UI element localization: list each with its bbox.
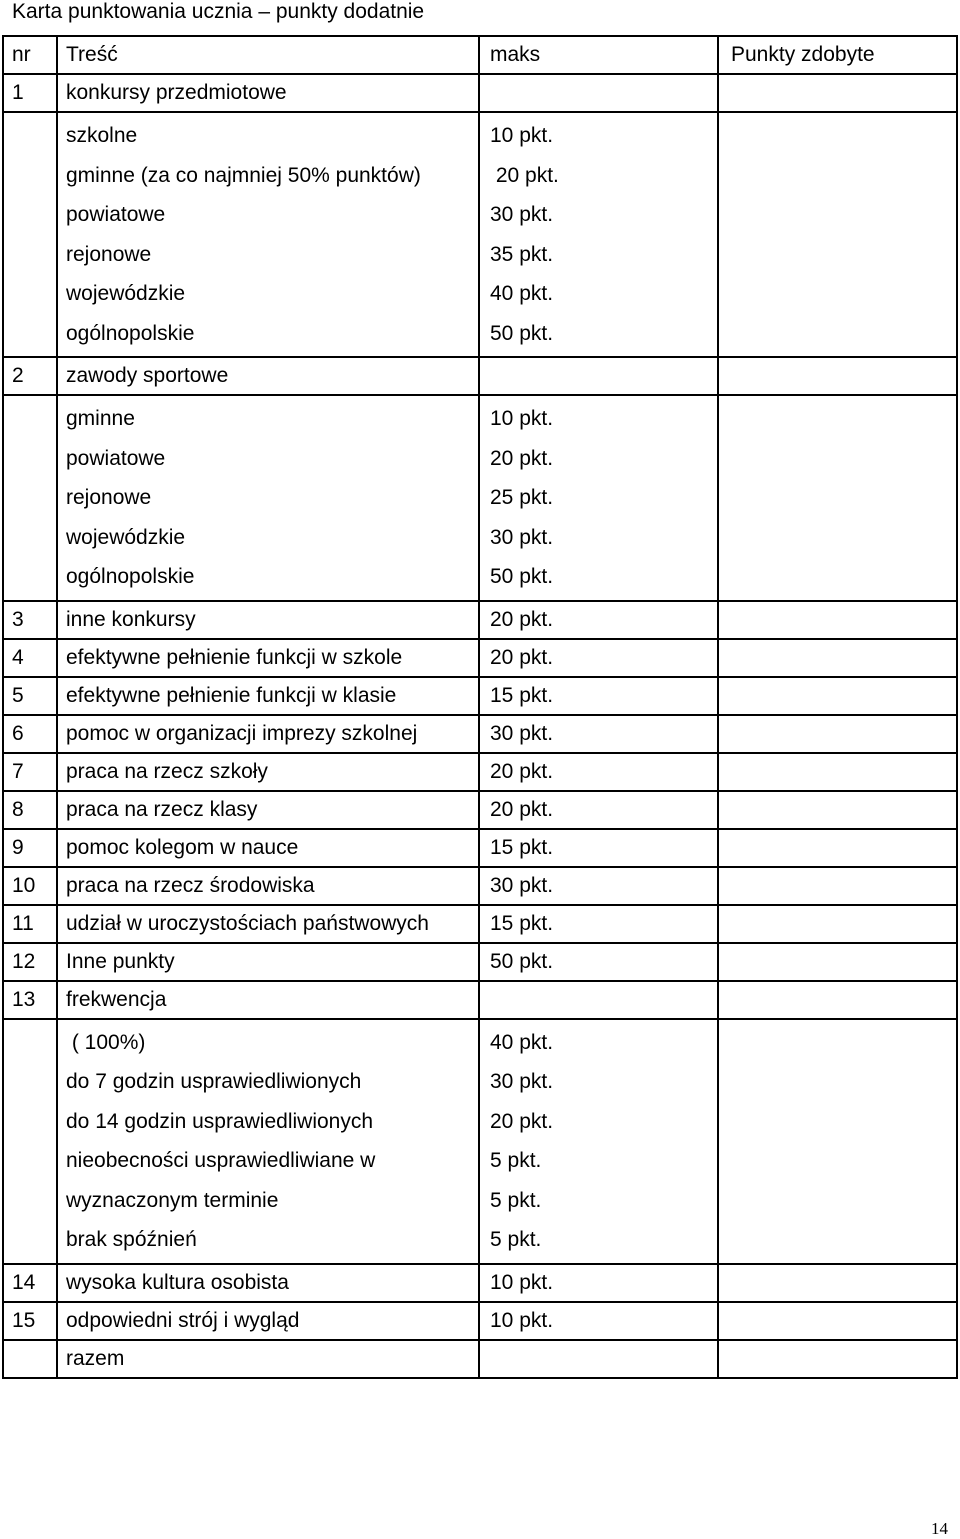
row-maks: 20 pkt. <box>479 601 718 639</box>
sub-item-tresc: gminne (za co najmniej 50% punktów) <box>66 163 421 187</box>
row-maks <box>479 395 718 601</box>
row-maks <box>479 1340 718 1378</box>
sub-item-maks: 5 pkt. <box>490 1149 542 1172</box>
sub-item-tresc: ogólnopolskie <box>66 321 195 345</box>
sub-item-tresc: szkolne <box>66 124 138 147</box>
row-tresc: praca na rzecz szkoły <box>57 753 479 791</box>
table-row <box>3 867 957 905</box>
table-row <box>3 357 957 395</box>
row-nr <box>3 1019 57 1264</box>
row-nr: 12 <box>3 943 57 981</box>
row-maks: 15 pkt. <box>479 829 718 867</box>
sub-item-maks: 50 pkt. <box>490 565 554 588</box>
row-maks <box>479 74 718 112</box>
row-nr: 1 <box>3 74 57 112</box>
sub-item-tresc: gminne <box>66 407 135 430</box>
row-punkty-zdobyte[interactable] <box>718 74 957 112</box>
sub-item-tresc: rejonowe <box>66 486 152 509</box>
row-nr: 3 <box>3 601 57 639</box>
sub-item-tresc: ( 100%) <box>66 1030 146 1054</box>
row-maks: 30 pkt. <box>479 715 718 753</box>
sub-item-tresc: brak spóźnień <box>66 1228 197 1251</box>
sub-item-maks: 5 pkt. <box>490 1188 542 1212</box>
row-punkty-zdobyte[interactable] <box>718 112 957 357</box>
score-table <box>2 35 958 1379</box>
row-maks: 15 pkt. <box>479 677 718 715</box>
row-nr: 4 <box>3 639 57 677</box>
row-maks: 10 pkt. <box>479 1302 718 1340</box>
row-nr: 6 <box>3 715 57 753</box>
sub-item-tresc: do 14 godzin usprawiedliwionych <box>66 1109 374 1133</box>
header-tresc: Treść <box>57 36 479 74</box>
table-row <box>3 1302 957 1340</box>
row-punkty-zdobyte[interactable] <box>718 981 957 1019</box>
table-header-row <box>3 36 957 74</box>
sub-item-tresc: wojewódzkie <box>66 282 186 305</box>
row-nr <box>3 1340 57 1378</box>
row-maks: 10 pkt. <box>479 1264 718 1302</box>
row-nr <box>3 112 57 357</box>
row-maks <box>479 112 718 357</box>
table-row <box>3 639 957 677</box>
row-maks <box>479 357 718 395</box>
document-title: Karta punktowania ucznia – punkty dodatnie <box>12 0 425 23</box>
sub-item-maks: 20 pkt. <box>490 446 554 470</box>
row-nr: 8 <box>3 791 57 829</box>
table-row <box>3 981 957 1019</box>
sub-item-maks: 40 pkt. <box>490 1030 554 1054</box>
row-tresc <box>57 395 479 601</box>
row-nr: 13 <box>3 981 57 1019</box>
row-nr: 9 <box>3 829 57 867</box>
table-row <box>3 1264 957 1302</box>
row-tresc: frekwencja <box>57 981 479 1019</box>
row-nr: 15 <box>3 1302 57 1340</box>
row-nr: 11 <box>3 905 57 943</box>
header-nr: nr <box>3 36 57 74</box>
row-tresc <box>57 112 479 357</box>
row-maks <box>479 981 718 1019</box>
row-punkty-zdobyte[interactable] <box>718 1302 957 1340</box>
sub-item-maks: 25 pkt. <box>490 486 554 509</box>
row-punkty-zdobyte[interactable] <box>718 943 957 981</box>
row-punkty-zdobyte[interactable] <box>718 1264 957 1302</box>
row-tresc: zawody sportowe <box>57 357 479 395</box>
row-nr: 7 <box>3 753 57 791</box>
row-tresc: Inne punkty <box>57 943 479 981</box>
sub-item-tresc: ogólnopolskie <box>66 565 195 588</box>
header-punkty-zdobyte: Punkty zdobyte <box>718 36 957 74</box>
row-nr: 14 <box>3 1264 57 1302</box>
row-punkty-zdobyte[interactable] <box>718 791 957 829</box>
row-punkty-zdobyte[interactable] <box>718 1340 957 1378</box>
row-punkty-zdobyte[interactable] <box>718 753 957 791</box>
table-row <box>3 395 957 601</box>
header-maks: maks <box>479 36 718 74</box>
row-nr: 2 <box>3 357 57 395</box>
row-nr: 5 <box>3 677 57 715</box>
table-row <box>3 715 957 753</box>
sub-item-tresc: rejonowe <box>66 242 152 266</box>
table-row <box>3 677 957 715</box>
row-punkty-zdobyte[interactable] <box>718 357 957 395</box>
row-maks <box>479 1019 718 1264</box>
table-row <box>3 829 957 867</box>
row-tresc: pomoc w organizacji imprezy szkolnej <box>57 715 479 753</box>
table-row <box>3 112 957 357</box>
table-row <box>3 905 957 943</box>
row-punkty-zdobyte[interactable] <box>718 829 957 867</box>
sub-item-maks: 50 pkt. <box>490 321 554 345</box>
row-tresc: praca na rzecz klasy <box>57 791 479 829</box>
row-tresc: inne konkursy <box>57 601 479 639</box>
sub-item-tresc: wojewódzkie <box>66 525 186 549</box>
row-tresc: praca na rzecz środowiska <box>57 867 479 905</box>
sub-item-tresc: wyznaczonym terminie <box>66 1188 279 1212</box>
sub-item-maks: 10 pkt. <box>490 407 554 430</box>
row-tresc: efektywne pełnienie funkcji w szkole <box>57 639 479 677</box>
sub-item-tresc: powiatowe <box>66 203 166 226</box>
row-maks: 50 pkt. <box>479 943 718 981</box>
sub-item-maks: 10 pkt. <box>490 124 554 147</box>
row-punkty-zdobyte[interactable] <box>718 867 957 905</box>
sub-item-maks: 35 pkt. <box>490 242 554 266</box>
row-nr: 10 <box>3 867 57 905</box>
sub-item-maks: 5 pkt. <box>490 1228 542 1251</box>
sub-item-maks: 40 pkt. <box>490 282 554 305</box>
sub-item-tresc: powiatowe <box>66 446 166 470</box>
row-punkty-zdobyte[interactable] <box>718 677 957 715</box>
row-maks: 20 pkt. <box>479 753 718 791</box>
sub-item-tresc: do 7 godzin usprawiedliwionych <box>66 1070 362 1093</box>
row-tresc: pomoc kolegom w nauce <box>57 829 479 867</box>
table-row <box>3 1340 957 1378</box>
table-row <box>3 753 957 791</box>
table-row <box>3 943 957 981</box>
sub-item-maks: 30 pkt. <box>490 203 554 226</box>
row-punkty-zdobyte[interactable] <box>718 715 957 753</box>
sub-item-maks: 30 pkt. <box>490 1070 554 1093</box>
row-tresc: udział w uroczystościach państwowych <box>57 905 479 943</box>
row-tresc <box>57 1019 479 1264</box>
row-maks: 30 pkt. <box>479 867 718 905</box>
row-tresc: efektywne pełnienie funkcji w klasie <box>57 677 479 715</box>
row-maks: 20 pkt. <box>479 639 718 677</box>
row-maks: 20 pkt. <box>479 791 718 829</box>
page-number: 14 <box>931 1519 948 1538</box>
row-tresc: wysoka kultura osobista <box>57 1264 479 1302</box>
row-punkty-zdobyte[interactable] <box>718 905 957 943</box>
table-row <box>3 601 957 639</box>
table-row <box>3 791 957 829</box>
row-punkty-zdobyte[interactable] <box>718 639 957 677</box>
row-punkty-zdobyte[interactable] <box>718 601 957 639</box>
row-tresc: razem <box>57 1340 479 1378</box>
sub-item-maks: 20 pkt. <box>490 1109 554 1133</box>
row-maks: 15 pkt. <box>479 905 718 943</box>
sub-item-maks: 30 pkt. <box>490 525 554 549</box>
sub-item-maks: 20 pkt. <box>490 163 559 187</box>
row-tresc: odpowiedni strój i wygląd <box>57 1302 479 1340</box>
row-nr <box>3 395 57 601</box>
row-tresc: konkursy przedmiotowe <box>57 74 479 112</box>
sub-item-tresc: nieobecności usprawiedliwiane w <box>66 1149 376 1172</box>
row-punkty-zdobyte[interactable] <box>718 395 957 601</box>
table-row <box>3 74 957 112</box>
row-punkty-zdobyte[interactable] <box>718 1019 957 1264</box>
table-row <box>3 1019 957 1264</box>
